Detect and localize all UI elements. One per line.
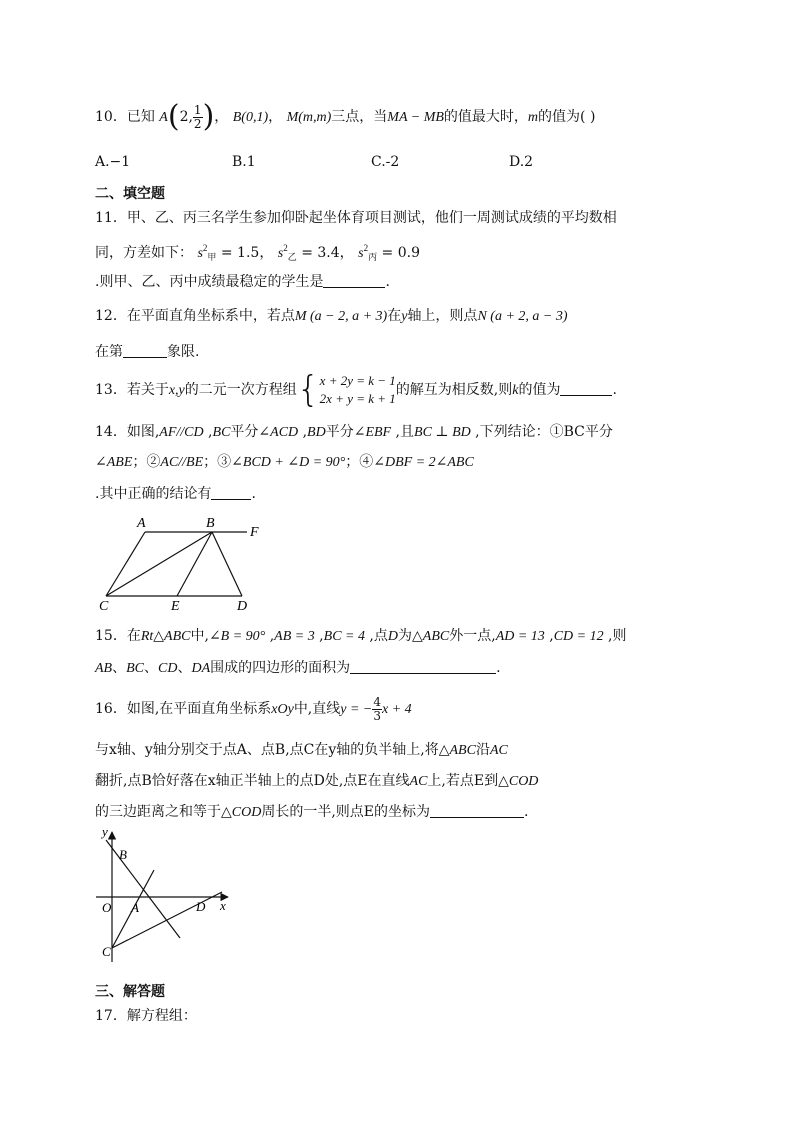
four-thirds-fraction: $\frac{4}{3}$ [373, 694, 382, 723]
q14-line3: .其中正确的结论有 . [95, 486, 256, 502]
label-o: O [102, 900, 112, 915]
q14-line2: ∠ABE；②AC//BE；③∠BCD + ∠D = 90°；④∠DBF = 2∠ABC [95, 454, 474, 470]
q15-line2: AB、BC、CD、DA围成的四边形的面积为 . [95, 660, 501, 676]
answer-blank [430, 803, 524, 818]
q12-line1: 12．在平面直角坐标系中，若点M (a − 2, a + 3)在y轴上，则点N (a + 2, a − 3) [95, 308, 568, 324]
line-ab [106, 840, 180, 938]
label-b: B [206, 516, 215, 531]
answer-blank [560, 381, 612, 396]
q17-line: 17．解方程组： [95, 1008, 197, 1024]
label-c: C [99, 599, 109, 614]
answer-blank [323, 273, 385, 288]
q11-line1: 11．甲、乙、丙三名学生参加仰卧起坐体育项目测试，他们一周测试成绩的平均数相 [95, 210, 617, 226]
q10-option-c: C.-2 [371, 154, 400, 170]
line-be [177, 532, 212, 596]
section-heading-fill-blank: 二、填空题 [95, 186, 165, 202]
q16-line3: 翻折,点B恰好落在x轴正半轴上的点D处,点E在直线AC上,若点E到△COD [95, 773, 539, 789]
label-f: F [250, 525, 259, 540]
half-fraction: $\frac{1}{2}$ [193, 102, 202, 131]
q16-line2: 与x轴、y轴分别交于点A、点B,点C在y轴的负半轴上,将△ABC沿AC [95, 742, 508, 758]
point-b: B(0,1) [232, 110, 269, 125]
point-m: M(m,m) [286, 110, 332, 125]
q14-figure [92, 512, 272, 616]
q10-option-d: D.2 [509, 154, 534, 170]
answer-blank [123, 343, 167, 358]
q16-line1: 16．如图,在平面直角坐标系xOy中,直线y = − $\frac{4}{3}$ x + 4 [95, 694, 412, 723]
label-a: A [131, 900, 139, 915]
q11-line2: 同，方差如下： $s^2_甲 = 1.5$， $s^2_乙 = 3.4$， $s^2_丙 = 0.9$ [95, 243, 420, 262]
q14-line1: 14．如图,AF//CD ,BC平分∠ACD ,BD平分∠EBF ,且BC ⊥ BD ,下列结论：①BC平分 [95, 424, 613, 440]
q15-line1: 15．在Rt△ABC中,∠B = 90° ,AB = 3 ,BC = 4 ,点D为△ABC外一点,AD = 13 ,CD = 12 ,则 [95, 628, 627, 644]
label-a: A [137, 516, 146, 531]
answer-blank [211, 485, 251, 500]
line-ac [106, 532, 145, 596]
ma-mb-expr: MA − MB [387, 110, 444, 125]
section-heading-solve: 三、解答题 [95, 984, 165, 1000]
label-y: y [102, 826, 108, 839]
label-d: D [196, 899, 206, 914]
label-e: E [171, 599, 180, 614]
q16-figure [92, 826, 240, 968]
label-b: B [119, 847, 127, 862]
line-bd [212, 532, 242, 596]
q12-line2: 在第 象限. [95, 344, 200, 360]
line-cd [112, 892, 222, 948]
q16-line4: 的三边距离之和等于△COD周长的一半,则点E的坐标为 . [95, 804, 529, 820]
answer-blank [350, 659, 496, 674]
line-bc [106, 532, 212, 596]
q10-option-a: A.−1 [95, 154, 131, 170]
label-d: D [237, 599, 248, 614]
label-x: x [220, 898, 226, 913]
label-c: C [102, 944, 111, 959]
q13-line: 13．若关于x,y的二元一次方程组{ x + 2y = k − 1 2x + y = k + 1 的解互为相反数,则k的值为 . [95, 369, 617, 410]
q11-line3: .则甲、乙、丙中成绩最稳定的学生是 . [95, 274, 390, 290]
q10-option-b: B.1 [232, 154, 256, 170]
equation-system: x + 2y = k − 1 2x + y = k + 1 [319, 373, 396, 406]
point-a-label: A [159, 110, 168, 125]
q10-line: 10．已知 A(2, $\frac{1}{2}$ )， B(0,1)， M(m,m)三点，当MA − MB的值最大时，m的值为( ) [95, 99, 596, 134]
